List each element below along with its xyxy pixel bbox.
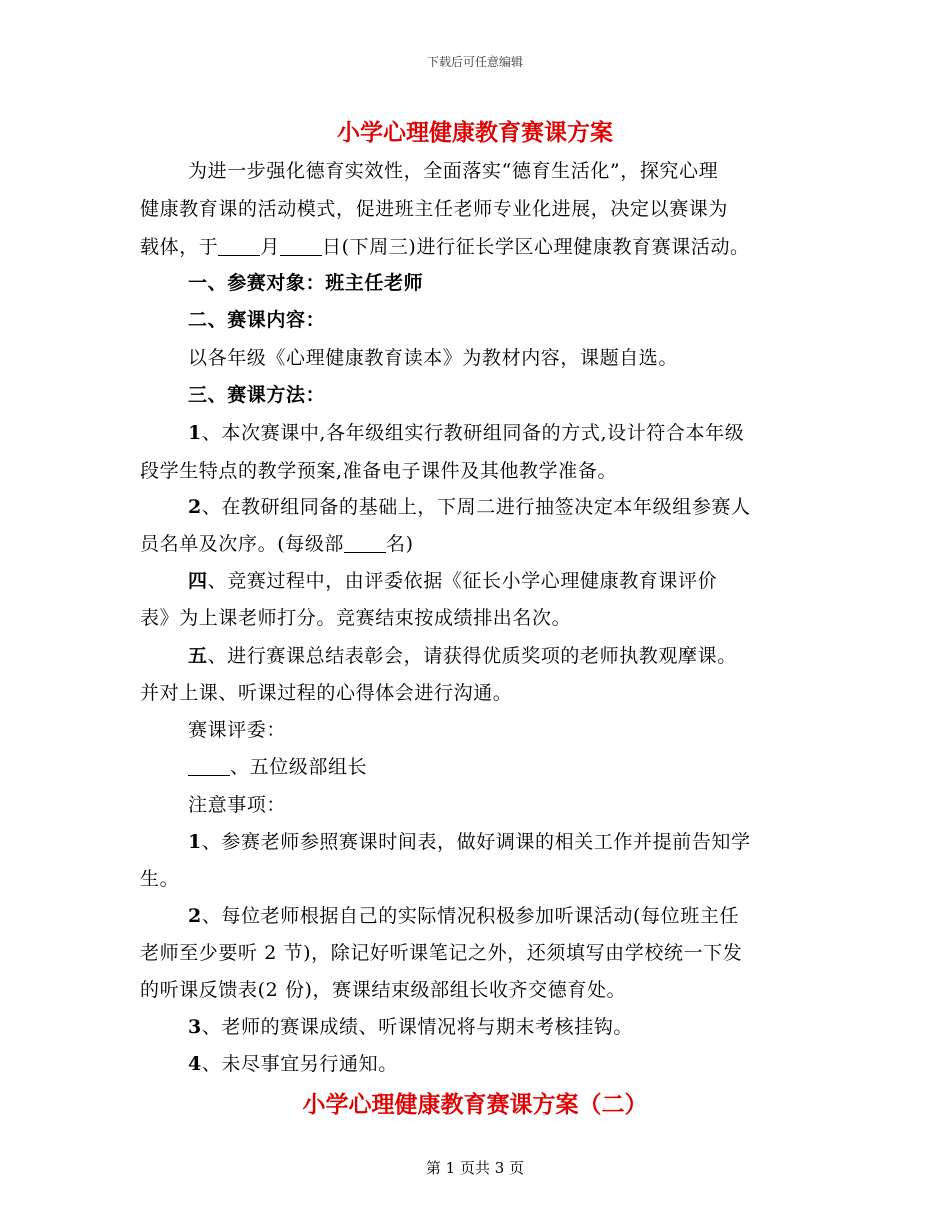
blank-month: [218, 237, 260, 256]
section-1-heading: 一、参赛对象：班主任老师: [188, 272, 424, 294]
document-title: 小学心理健康教育赛课方案: [337, 119, 613, 146]
method-5-number: 五: [188, 645, 208, 667]
intro-text-b: 月: [260, 236, 281, 258]
method-2-number: 2: [188, 496, 202, 518]
header-note: 下载后可任意编辑: [426, 55, 523, 69]
page-footer: 第 1 页共 3 页: [425, 1159, 525, 1177]
section-2-heading: 二、赛课内容：: [188, 309, 326, 331]
method-1-line-1: [188, 418, 744, 445]
method-2-text: 、在教研组同备的基础上，下周二进行抽签决定本年级组参赛人: [201, 496, 751, 518]
note-1-text: 、参赛老师参照赛课时间表，做好调课的相关工作并提前告知学: [201, 831, 751, 853]
method-5-text: 、进行赛课总结表彰会，请获得优质奖项的老师执教观摩课。: [207, 645, 737, 667]
note-2-number: 2: [188, 905, 202, 927]
method-1-text: 、本次赛课中,各年级组实行教研组同备的方式,设计符合本年级: [201, 422, 745, 444]
section-3-heading: 三、赛课方法：: [188, 384, 326, 406]
method-5-line-2: 并对上课、听课过程的心得体会进行沟通。: [140, 682, 513, 704]
method-4-line-1: [188, 566, 717, 593]
note-2-line-3: 的听课反馈表(2 份)，赛课结束级部组长收齐交德育处。: [140, 979, 627, 1001]
method-4-text: 、竞赛过程中，由评委依据《征长小学心理健康教育课评价: [207, 570, 718, 592]
method-2-text-a: 员名单及次序。(每级部: [140, 533, 345, 555]
note-1-number: 1: [188, 831, 202, 853]
method-4-number: 四: [188, 570, 208, 592]
note-3-text: 、老师的赛课成绩、听课情况将与期末考核挂钩。: [201, 1016, 634, 1038]
blank-day: [280, 237, 322, 256]
note-2-line-2: 老师至少要听 2 节)，除记好听课笔记之外，还须填写由学校统一下发: [140, 942, 743, 964]
blank-count: [344, 534, 386, 553]
method-5-line-1: [188, 641, 737, 668]
method-1-number: 1: [188, 422, 202, 444]
method-2-line-2: [140, 529, 414, 556]
intro-line-1: 为进一步强化德育实效性，全面落实“德育生活化”，探究心理: [188, 160, 719, 182]
note-4-line-1: [188, 1049, 398, 1076]
note-1-line-2: 生。: [140, 868, 180, 890]
intro-line-2: 健康教育课的活动模式，促进班主任老师专业化进展，决定以赛课为: [140, 198, 729, 220]
section-2-body: 以各年级《心理健康教育读本》为教材内容，课题自选。: [188, 347, 679, 369]
method-1-line-2: 段学生特点的教学预案,准备电子课件及其他教学准备。: [140, 460, 618, 482]
second-title: 小学心理健康教育赛课方案（二）: [302, 1091, 648, 1118]
blank-judge: [188, 757, 230, 776]
method-4-line-2: 表》为上课老师打分。竞赛结束按成绩排出名次。: [140, 607, 572, 629]
method-2-text-b: 名): [386, 533, 414, 555]
judges-label: 赛课评委：: [188, 719, 287, 741]
note-4-text: 、未尽事宜另行通知。: [201, 1053, 398, 1075]
intro-line-3: [140, 232, 750, 259]
note-2-line-1: [188, 901, 739, 928]
notes-label: 注意事项：: [188, 794, 287, 816]
judges-line: [188, 752, 367, 779]
note-3-line-1: [188, 1012, 633, 1039]
note-1-line-1: [188, 827, 751, 854]
note-4-number: 4: [188, 1053, 202, 1075]
intro-text-c: 日(下周三)进行征长学区心理健康教育赛课活动。: [322, 236, 750, 258]
note-3-number: 3: [188, 1016, 202, 1038]
method-2-line-1: [188, 492, 751, 519]
note-2-text: 、每位老师根据自己的实际情况积极参加听课活动(每位班主任: [201, 905, 740, 927]
judges-text: 、五位级部组长: [230, 756, 368, 778]
intro-text-a: 载体，于: [140, 236, 219, 258]
